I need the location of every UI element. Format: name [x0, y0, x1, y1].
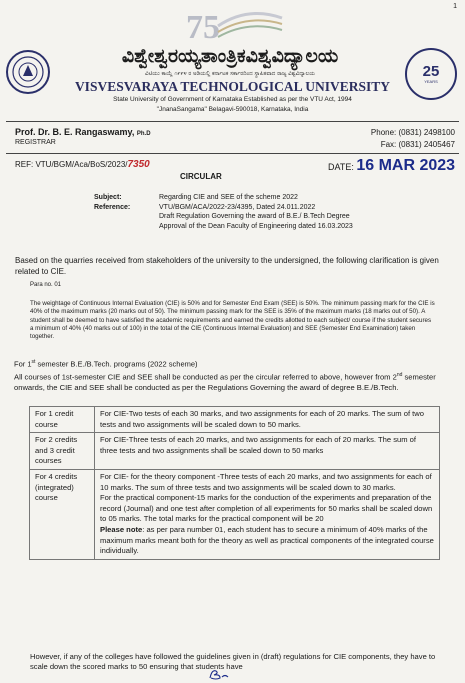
- course-cell: For 1 credit course: [30, 407, 95, 433]
- date-block: [328, 157, 455, 175]
- sem2-part1: All courses of 1st-semester CIE and SEE shall be conducted as per the circular referred to above, however from 2: [14, 372, 397, 382]
- table-row: [30, 433, 440, 470]
- date-label: DATE:: [328, 162, 354, 172]
- note-label: Please note: [100, 524, 143, 534]
- note-body: : as per para number 01, each student has to secure a minimum of 40% marks of the maximum marks meant both for the theory as well as practical components of the integrated course individually.: [100, 524, 434, 556]
- practical-component-text: For the practical component-15 marks for the conduction of the experiments and preparation of the record (Journal) and one test after completion of all experiments for 50 marks shall be scaled down to 05 marks. The total marks for the practical component will be 20: [100, 493, 433, 524]
- sem1-post: semester B.E./B.Tech. programs (2022 scheme): [35, 359, 198, 369]
- jubilee-logo-number: 75: [186, 9, 220, 46]
- reference-line: Approval of the Dean Faculty of Engineering dated 16.03.2023: [159, 222, 353, 230]
- sem1-ordinal: st: [31, 359, 36, 365]
- reference-prefix: REF: VTU/BGM/Aca/BoS/2023/: [15, 160, 128, 169]
- subject-label: Subject:: [94, 194, 122, 201]
- second-semester-paragraph: [14, 370, 446, 393]
- reference-line: VTU/BGM/ACA/2022-23/4395, Dated 24.011.2022: [159, 203, 316, 211]
- para-text: The weightage of Continuous Internal Evaluation (CIE) is 50% and for Semester End Exam (SEE) is 50%. The minimum passing mark for the CIE is 40% of the maximum marks (20 marks out of 50). The minimum passing mark for the SEE is 35% of the maximum marks (18 marks out of 50). A student shall be deemed to have satisfied the academic requirements and earned the credits allotted to each subject/ course if the student secures a minimum of 40% (40 marks out of 100) in the total of the CIE (Continuous Internal Evaluation) and SEE (Semester End Examination) taken together.: [30, 300, 435, 341]
- course-cell: For 4 credits (integrated) course: [30, 469, 95, 559]
- table-row: [30, 469, 440, 559]
- registrar-name: [15, 127, 151, 137]
- address-line: "JnanaSangama" Belagavi-590018, Karnataka, India: [156, 106, 309, 113]
- sender-divider: [6, 153, 459, 154]
- reference-number: [15, 159, 150, 170]
- intro-paragraph: Based on the quarries received from stakeholders of the university to the undersigned, the following clarification is given related to CIE.: [15, 256, 439, 276]
- university-title-kannada: ವಿಶ್ವೇಶ್ವರಯ್ಯತಾಂತ್ರಿಕವಿಶ್ವವಿದ್ಯಾಲಯ: [121, 45, 339, 67]
- circular-heading: CIRCULAR: [180, 172, 222, 181]
- subject-text: Regarding CIE and SEE of the scheme 2022: [159, 194, 298, 201]
- header-divider: [6, 121, 459, 122]
- university-subtitle-kannada: ವಿಟಿಯು ಕಾಯ್ದೆ ೧೯೯೪ ರ ಅಡಿಯಲ್ಲಿ ಕರ್ನಾಟಕ ಸರ್ಕಾರದಿಂದ ಸ್ಥಾಪಿತವಾದ ರಾಜ್ಯ ವಿಶ್ವವಿದ್ಯಾಲಯ: [145, 71, 315, 77]
- date-stamp: 16 MAR 2023: [356, 157, 456, 174]
- closing-paragraph: However, if any of the colleges have followed the guidelines given in (draft) regulations for CIE components, they have to scale down the scored marks to 50 ensuring that students have: [30, 652, 436, 672]
- cie-table: [29, 406, 440, 560]
- establishment-line: State University of Government of Karnataka Established as per the VTU Act, 1994: [113, 96, 352, 103]
- phone-number: Phone: (0831) 2498100: [370, 128, 455, 137]
- jubilee-logo: [178, 4, 290, 48]
- registrar-name-text: Prof. Dr. B. E. Rangaswamy,: [15, 127, 135, 137]
- note-text: [100, 525, 434, 557]
- course-cell: For 2 credits and 3 credit courses: [30, 433, 95, 470]
- cie-text-cell: [95, 469, 440, 559]
- sem2-ordinal: nd: [396, 372, 403, 378]
- reference-handwritten-number: 7350: [127, 159, 150, 170]
- sem1-pre: For 1: [14, 359, 32, 369]
- seal-text: YEARS: [424, 79, 438, 84]
- university-title-english: VISVESVARAYA TECHNOLOGICAL UNIVERSITY: [74, 79, 391, 94]
- first-semester-heading: [14, 359, 198, 369]
- fax-number: Fax: (0831) 2405467: [380, 140, 455, 149]
- cie-text-cell: For CIE-Two tests of each 30 marks, and two assignments for each of 20 marks. The sum of two tests and two assignments will be scaled down to 50 marks.: [95, 407, 440, 433]
- para-label: Para no. 01: [30, 282, 62, 288]
- theory-component-text: For CIE- for the theory component -Three tests of each 20 marks, and two assignments for each of 10 marks. The sum of three tests and two assignments will be scaled down to 30 marks.: [100, 471, 432, 492]
- seal-number: 25: [422, 63, 440, 80]
- cie-text-cell: For CIE-Three tests of each 20 marks, and two assignments for each of 20 marks. The sum of three tests and two assignments shall be scaled down to 50 marks: [95, 433, 440, 470]
- page-number: 1: [453, 3, 457, 10]
- table-row: [30, 407, 440, 433]
- reference-line: Draft Regulation Governing the award of B.E./ B.Tech Degree: [159, 213, 350, 220]
- sem2-part2: semester onwards, the CIE and SEE shall be conducted as per the Regulations Governing the award of degree B.E./B.Tech.: [14, 372, 436, 392]
- reference-label: Reference:: [94, 203, 131, 211]
- signature-initial: [208, 668, 230, 683]
- registrar-degree: Ph.D: [136, 131, 151, 137]
- registrar-designation: REGISTRAR: [15, 139, 56, 146]
